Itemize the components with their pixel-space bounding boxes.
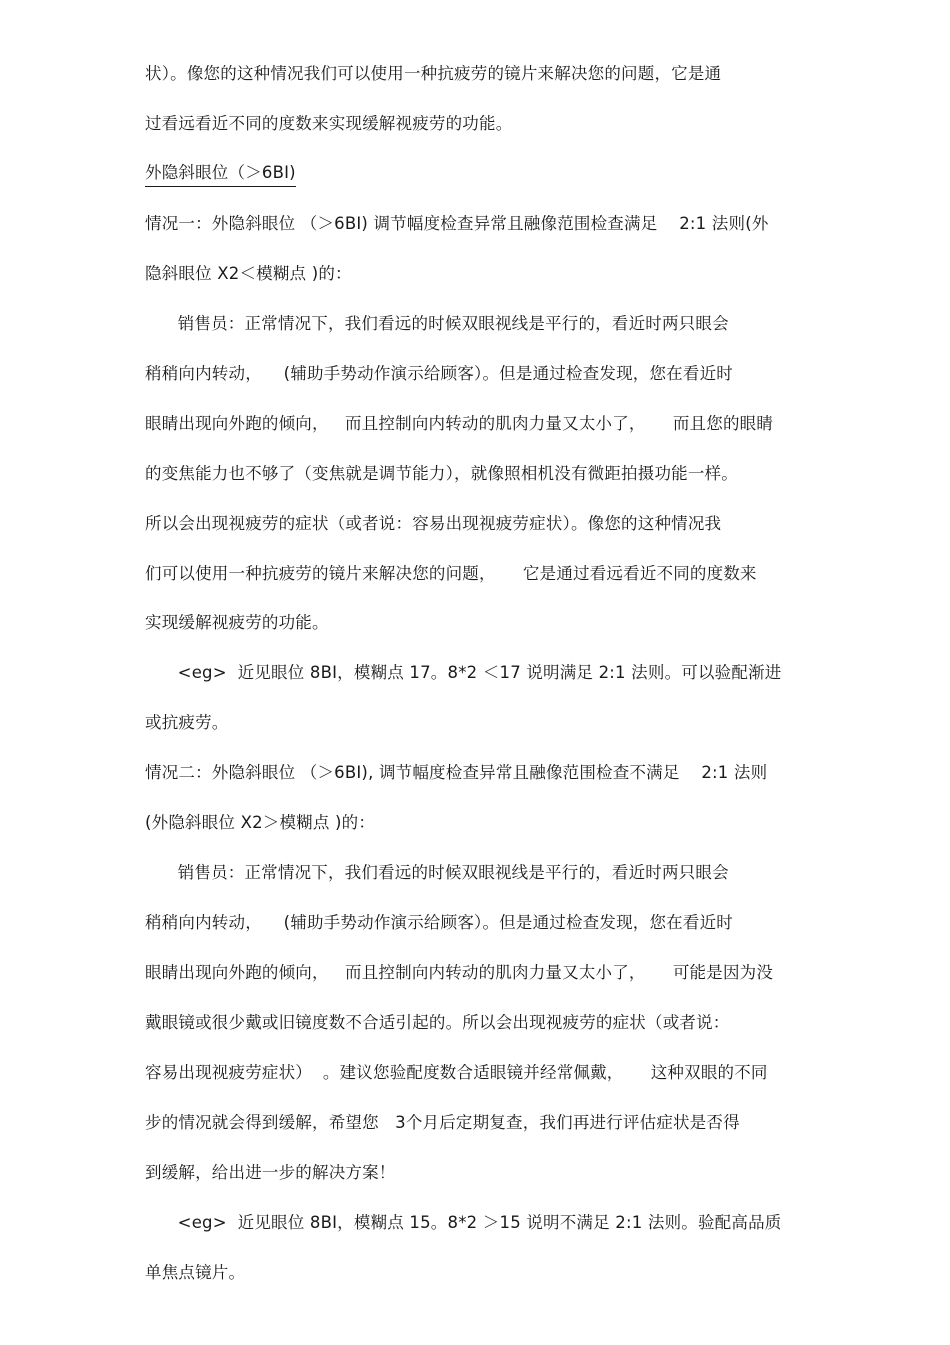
text-line: 销售员：正常情况下，我们看远的时候双眼视线是平行的，看近时两只眼会 [145, 314, 729, 333]
text-line: 容易出现视疲劳症状） 。建议您验配度数合适眼镜并经常佩戴， 这种双眼的不同 [145, 1063, 768, 1082]
text-line: 戴眼镜或很少戴或旧镜度数不合适引起的。所以会出现视疲劳的症状（或者说： [145, 1013, 730, 1032]
text-line: 或抗疲劳。 [145, 713, 229, 732]
example-line: <eg> 近见眼位 8BI，模糊点 15。8*2 ＞15 说明不满足 2:1 法则。验配高品质 [145, 1213, 782, 1232]
text-line: 眼睛出现向外跑的倾向， 而且控制向内转动的肌肉力量又太小了， 而且您的眼睛 [145, 414, 774, 433]
text-line: 到缓解，给出进一步的解决方案！ [145, 1163, 396, 1182]
text-line: 情况二：外隐斜眼位 （＞6BI), 调节幅度检查异常且融像范围检查不满足 2:1 法则 [145, 763, 768, 782]
text-line: (外隐斜眼位 X2＞模糊点 )的： [145, 813, 376, 832]
section-heading-text: 外隐斜眼位（＞6BI) [145, 162, 296, 187]
text-line: 过看远看近不同的度数来实现缓解视疲劳的功能。 [145, 114, 513, 133]
text-line: 稍稍向内转动， (辅助手势动作演示给顾客）。但是通过检查发现，您在看近时 [145, 913, 733, 932]
text-line: 们可以使用一种抗疲劳的镜片来解决您的问题， 它是通过看远看近不同的度数来 [145, 564, 757, 583]
text-line: 隐斜眼位 X2＜模糊点 )的： [145, 264, 352, 283]
text-line: 眼睛出现向外跑的倾向， 而且控制向内转动的肌肉力量又太小了， 可能是因为没 [145, 963, 774, 982]
text-line: 情况一：外隐斜眼位 （＞6BI) 调节幅度检查异常且融像范围检查满足 2:1 法则(外 [145, 214, 769, 233]
text-line: 实现缓解视疲劳的功能。 [145, 613, 329, 632]
section-heading [145, 162, 810, 187]
text-line: 稍稍向内转动， (辅助手势动作演示给顾客）。但是通过检查发现，您在看近时 [145, 364, 733, 383]
text-line: 的变焦能力也不够了（变焦就是调节能力），就像照相机没有微距拍摄功能一样。 [145, 464, 738, 483]
text-line: 步的情况就会得到缓解，希望您 3个月后定期复查，我们再进行评估症状是否得 [145, 1113, 740, 1132]
text-line: 销售员：正常情况下，我们看远的时候双眼视线是平行的，看近时两只眼会 [145, 863, 729, 882]
text-line: 单焦点镜片。 [145, 1263, 246, 1282]
text-line: 状）。像您的这种情况我们可以使用一种抗疲劳的镜片来解决您的问题，它是通 [145, 64, 722, 83]
example-line: <eg> 近见眼位 8BI，模糊点 17。8*2 ＜17 说明满足 2:1 法则。可以验配渐进 [145, 663, 782, 682]
text-line: 所以会出现视疲劳的症状（或者说：容易出现视疲劳症状）。像您的这种情况我 [145, 514, 722, 533]
